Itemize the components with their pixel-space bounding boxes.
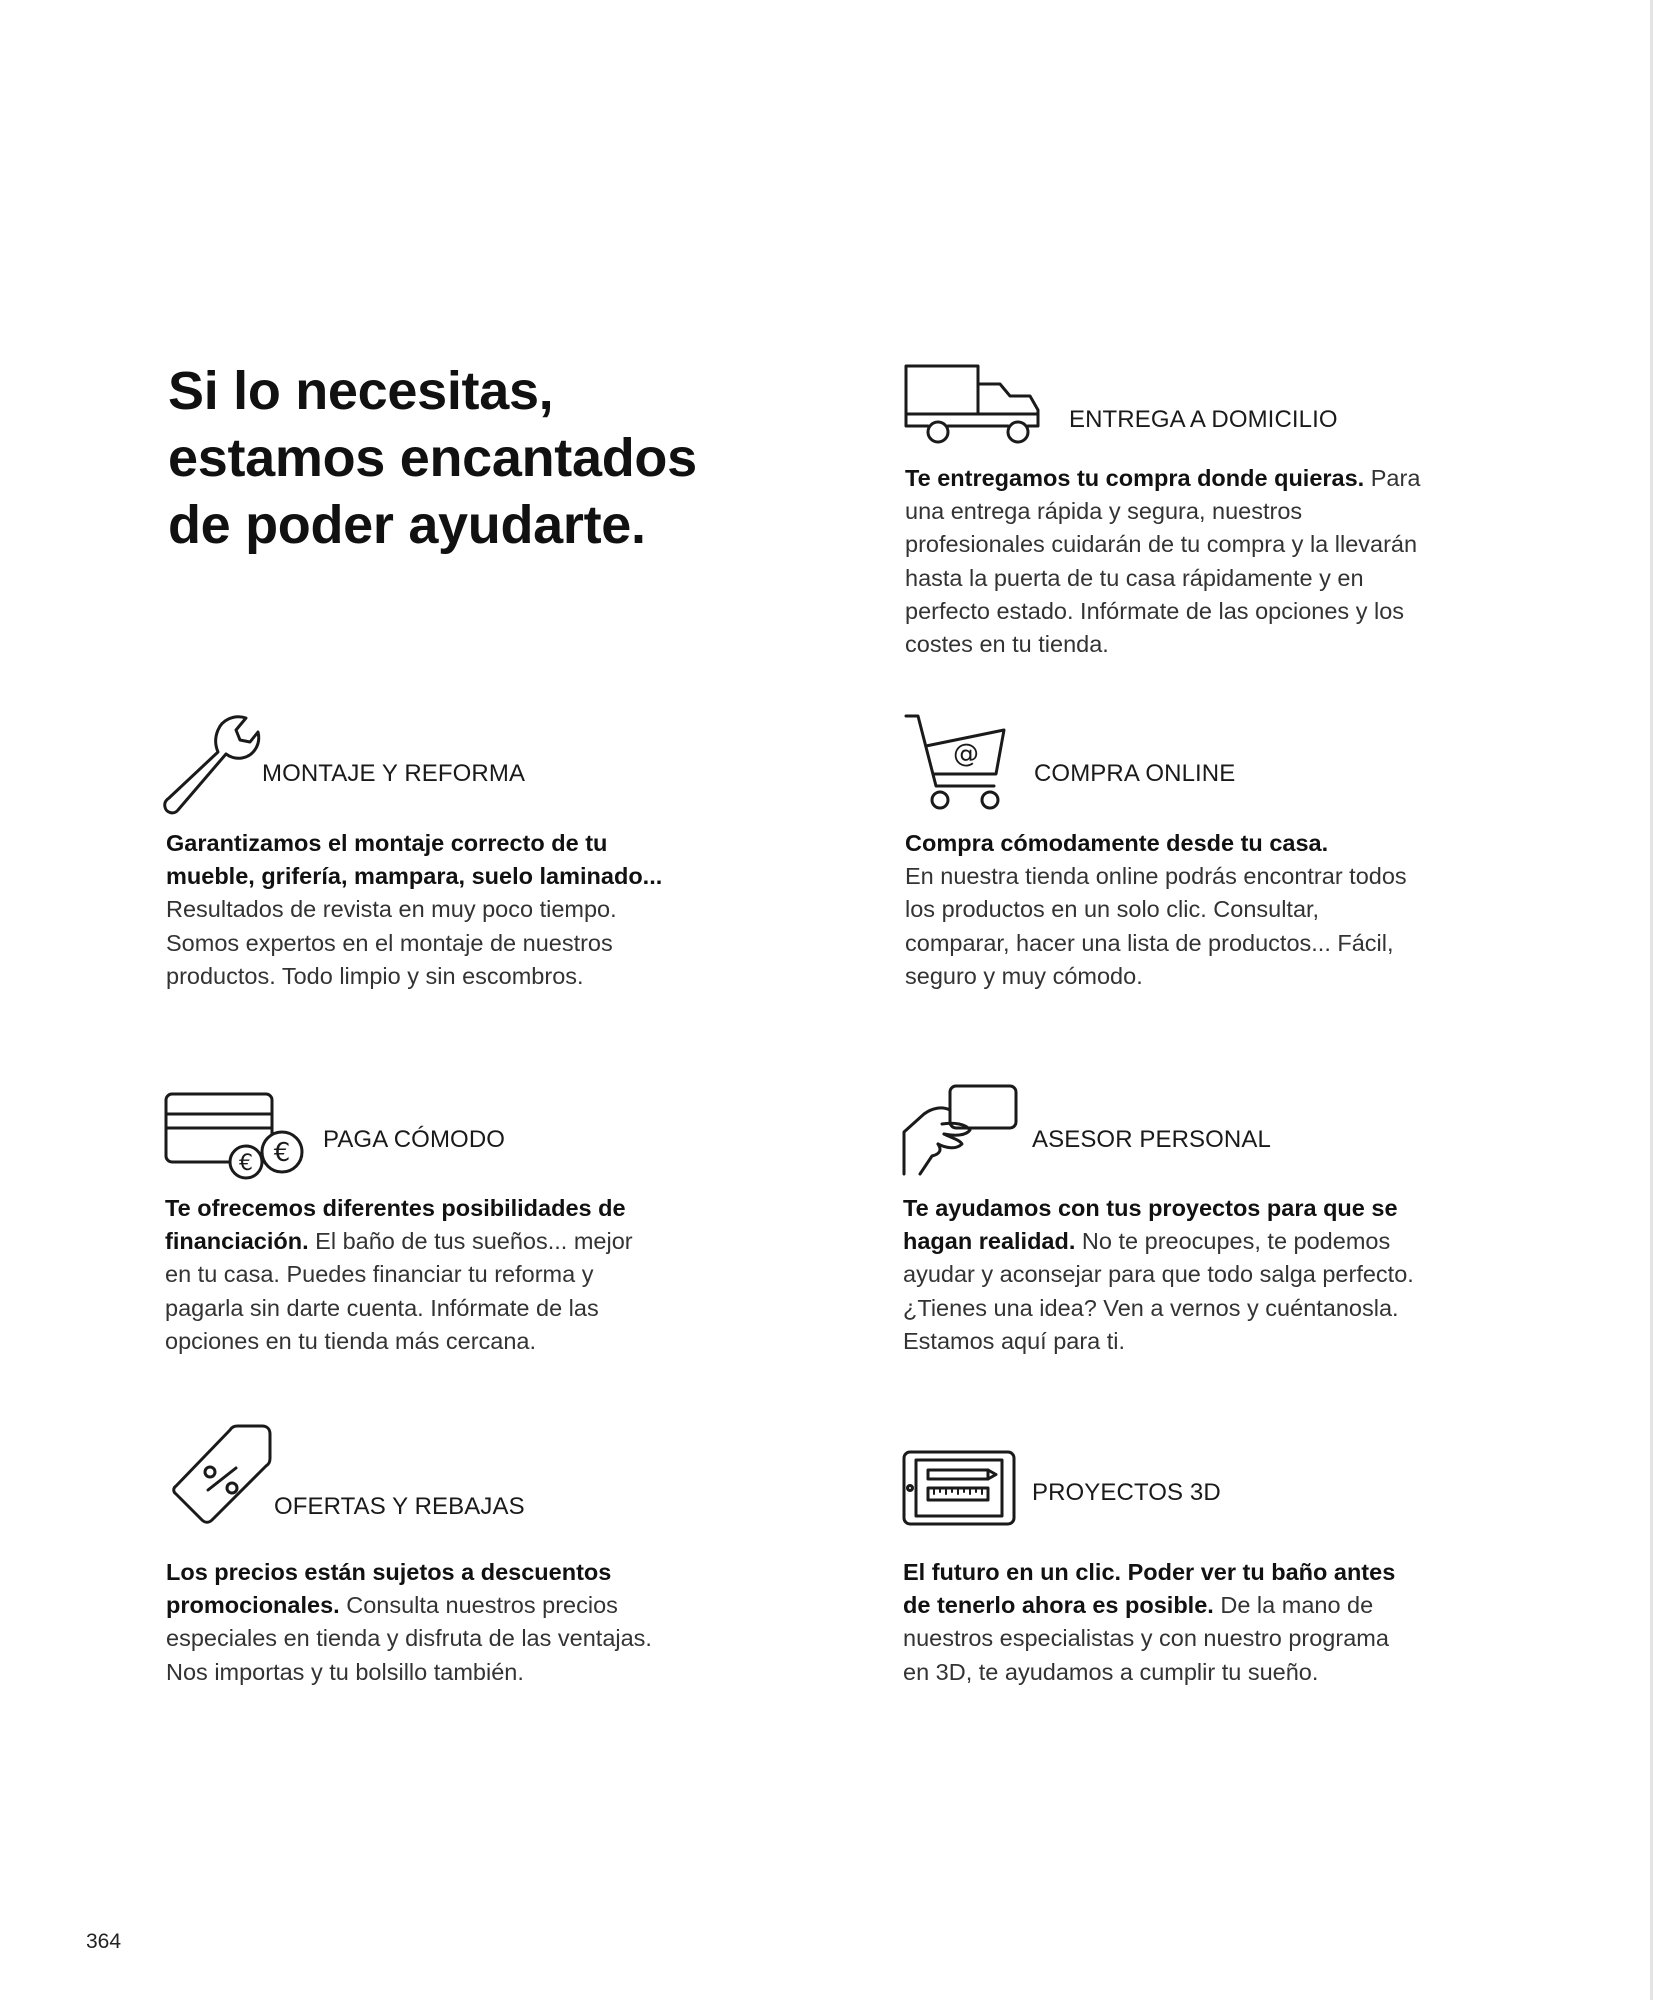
shopping-cart-at-icon (904, 712, 1010, 812)
service-description-advisor (903, 1192, 1423, 1358)
percent-tag-icon (172, 1422, 274, 1524)
page-headline: Si lo necesitas, estamos encantados de poder ayudarte. (168, 361, 697, 555)
service-text-payment: El baño de tus sueños... mejor en tu casa. Puedes financiar tu reforma y pagarla sin darte cuenta. Infórmate de las opciones en tu tienda más cercana. (165, 1228, 633, 1354)
service-title-projects3d: PROYECTOS 3D (1032, 1479, 1221, 1506)
service-lead-online: Compra cómodamente desde tu casa. (905, 830, 1329, 856)
service-lead-assembly: Garantizamos el montaje correcto de tu mueble, grifería, mampara, suelo laminado... (166, 830, 663, 890)
page-number: 364 (86, 1930, 122, 1953)
tablet-3d-icon (902, 1450, 1016, 1526)
service-text-offers: Consulta nuestros precios especiales en tienda y disfruta de las ventajas. Nos importas y tu bolsillo también. (166, 1592, 652, 1685)
svg-text:€: € (273, 1138, 291, 1168)
credit-card-euro-icon (164, 1092, 306, 1180)
service-title-delivery: ENTREGA A DOMICILIO (1069, 406, 1338, 433)
service-description-projects3d (903, 1556, 1413, 1689)
service-title-offers: OFERTAS Y REBAJAS (274, 1493, 525, 1520)
service-title-online: COMPRA ONLINE (1034, 760, 1236, 787)
service-text-advisor: No te preocupes, te podemos ayudar y aconsejar para que todo salga perfecto. ¿Tienes una idea? Ven a vernos y cuéntanosla. Estamos aquí para ti. (903, 1228, 1414, 1354)
svg-text:€: € (239, 1151, 253, 1176)
service-lead-projects3d: El futuro en un clic. Poder ver tu baño antes de tenerlo ahora es posible. (903, 1559, 1396, 1619)
service-description-assembly (166, 827, 666, 993)
svg-text:@: @ (953, 739, 979, 769)
service-text-delivery: Para una entrega rápida y segura, nuestros profesionales cuidarán de tu compra y la llevarán hasta la puerta de tu casa rápidamente y en perfecto estado. Infórmate de las opciones y los costes en tu tienda. (905, 465, 1421, 658)
service-description-online (905, 827, 1425, 993)
service-lead-delivery: Te entregamos tu compra donde quieras. (905, 465, 1365, 491)
service-lead-offers: Los precios están sujetos a descuentos promocionales. (166, 1559, 612, 1619)
service-text-projects3d: De la mano de nuestros especialistas y con nuestro programa en 3D, te ayudamos a cumplir tu sueño. (903, 1592, 1389, 1685)
delivery-truck-icon (904, 362, 1042, 446)
hand-card-icon (902, 1084, 1020, 1176)
service-title-payment: PAGA CÓMODO (323, 1126, 506, 1153)
service-lead-advisor: Te ayudamos con tus proyectos para que se hagan realidad. (903, 1195, 1398, 1255)
service-description-payment (165, 1192, 665, 1358)
service-lead-payment: Te ofrecemos diferentes posibilidades de financiación. (165, 1195, 626, 1255)
service-description-offers (166, 1556, 676, 1689)
service-description-delivery (905, 462, 1425, 661)
service-title-assembly: MONTAJE Y REFORMA (262, 760, 526, 787)
service-title-advisor: ASESOR PERSONAL (1032, 1126, 1271, 1153)
wrench-icon (162, 714, 262, 816)
service-text-assembly: Resultados de revista en muy poco tiempo. Somos expertos en el montaje de nuestros productos. Todo limpio y sin escombros. (166, 896, 617, 989)
service-text-online: En nuestra tienda online podrás encontrar todos los productos en un solo clic. Consultar, comparar, hacer una lista de productos... Fácil, seguro y muy cómodo. (905, 863, 1407, 989)
